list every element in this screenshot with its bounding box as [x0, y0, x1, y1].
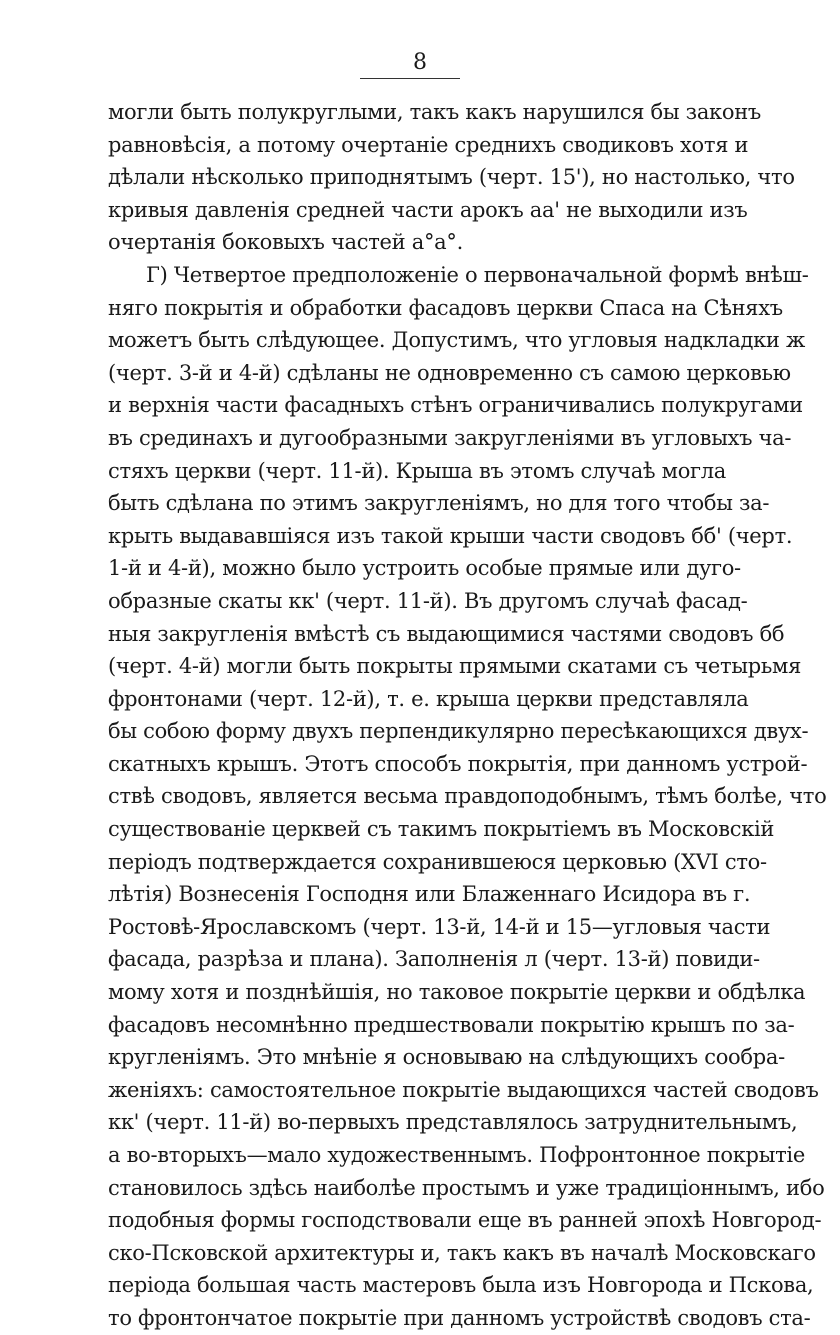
text-line: фронтонами (черт. 12-й), т. е. крыша церкви представляла — [108, 686, 749, 711]
text-line: ско-Псковской архитектуры и, такъ какъ въ началѣ Московскаго — [108, 1240, 816, 1265]
text-line: няго покрытія и обработки фасадовъ церкви Спаса на Сѣняхъ — [108, 295, 783, 320]
text-line: лѣтія) Вознесенія Господня или Блаженнаго Исидора въ г. — [108, 882, 751, 907]
text-line: (черт. 3-й и 4-й) сдѣланы не одновременно съ самою церковью — [108, 360, 791, 385]
text-line: быть сдѣлана по этимъ закругленіямъ, но для того чтобы за- — [108, 491, 770, 516]
text-line: кривыя давленія средней части арокъ аа' не выходили изъ — [108, 197, 748, 222]
text-line: періода большая часть мастеровъ была изъ Новгорода и Пскова, — [108, 1273, 814, 1298]
body-text — [108, 96, 827, 1335]
page-number: 8 — [413, 50, 427, 75]
text-line: кругленіямъ. Это мнѣніе я основываю на слѣдующихъ сообра- — [108, 1045, 785, 1070]
text-line: Г) Четвертое предположеніе о первоначальной формѣ внѣш- — [146, 262, 809, 287]
text-line: могли быть полукруглыми, такъ какъ нарушился бы законъ — [108, 100, 761, 124]
text-line: то фронтончатое покрытіе при данномъ устройствѣ сводовъ ста- — [108, 1305, 811, 1330]
text-line: существованіе церквей съ такимъ покрытіемъ въ Московскій — [108, 817, 775, 842]
text-line: мому хотя и позднѣйшія, но таковое покрытіе церкви и обдѣлка — [108, 980, 806, 1005]
text-line: фасадовъ несомнѣнно предшествовали покрытію крышъ по за- — [108, 1012, 795, 1037]
text-line: ствѣ сводовъ, является весьма правдоподобнымъ, тѣмъ болѣе, что — [108, 784, 827, 809]
text-line: ныя закругленія вмѣстѣ съ выдающимися частями сводовъ бб — [108, 621, 785, 646]
text-line: кк' (черт. 11-й) во-первыхъ представлялось затруднительнымъ, — [108, 1110, 798, 1135]
text-line: можетъ быть слѣдующее. Допустимъ, что угловыя надкладки ж — [108, 328, 806, 353]
text-line: образные скаты кк' (черт. 11-й). Въ другомъ случаѣ фасад- — [108, 588, 748, 613]
text-line: очертанія боковыхъ частей а°а°. — [108, 230, 463, 255]
text-line: въ срединахъ и дугообразными закругленіями въ угловыхъ ча- — [108, 425, 792, 450]
text-line: Ростовѣ-Ярославскомъ (черт. 13-й, 14-й и 15—угловыя части — [108, 914, 771, 939]
text-line: дѣлали нѣсколько приподнятымъ (черт. 15'), но настолько, что — [108, 165, 795, 190]
text-line: 1-й и 4-й), можно было устроить особые прямые или дуго- — [108, 556, 741, 581]
text-line: и верхнія части фасадныхъ стѣнъ ограничивались полукругами — [108, 393, 803, 418]
text-line: равновѣсія, а потому очертаніе среднихъ сводиковъ хотя и — [108, 132, 749, 157]
text-line: бы собою форму двухъ перпендикулярно пересѣкающихся двух- — [108, 719, 809, 744]
text-line: женіяхъ: самостоятельное покрытіе выдающихся частей сводовъ — [108, 1077, 819, 1102]
text-line: а во-вторыхъ—мало художественнымъ. Пофронтонное покрытіе — [108, 1143, 805, 1167]
text-line: (черт. 4-й) могли быть покрыты прямыми скатами съ четырьмя — [108, 654, 802, 679]
header-rule — [360, 78, 460, 79]
text-line: крыть выдававшіяся изъ такой крыши части сводовъ бб' (черт. — [108, 523, 793, 548]
text-line: скатныхъ крышъ. Этотъ способъ покрытія, при данномъ устрой- — [108, 751, 808, 776]
text-line: стяхъ церкви (черт. 11-й). Крыша въ этомъ случаѣ могла — [108, 458, 726, 483]
text-line: фасада, разрѣза и плана). Заполненія л (черт. 13-й) повиди- — [108, 947, 760, 972]
text-line: подобныя формы господствовали еще въ ранней эпохѣ Новгород- — [108, 1208, 822, 1233]
text-line: періодъ подтверждается сохранившеюся церковью (XVI сто- — [108, 849, 767, 874]
text-line: становилось здѣсь наиболѣе простымъ и уже традиціоннымъ, ибо — [108, 1175, 825, 1200]
